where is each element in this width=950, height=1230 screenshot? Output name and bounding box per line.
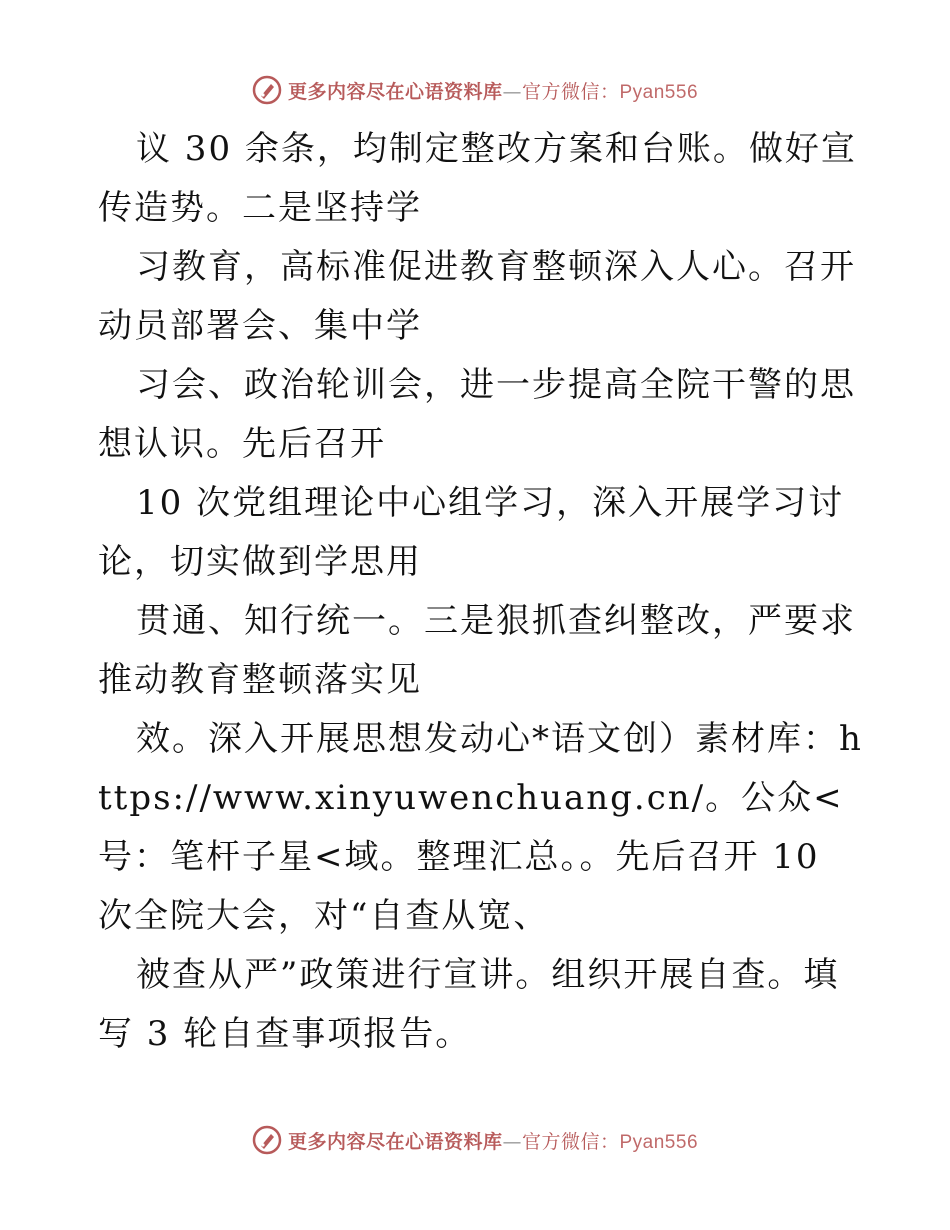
document-body [98,120,868,1064]
paragraph: 10 次党组理论中心组学习，深入开展学习讨论，切实做到学思用 [98,483,845,582]
watermark-wechat-id: Pyan556 [619,81,699,103]
watermark-text [288,1127,698,1154]
watermark-dash: — [502,1130,522,1153]
watermark-brand: 更多内容尽在心语资料库 [287,1130,503,1153]
watermark-brand: 更多内容尽在心语资料库 [287,80,503,103]
header-watermark [0,70,950,110]
footer-watermark [0,1120,950,1160]
paragraph: 被查从严”政策进行宣讲。组织开展自查。填写 3 轮自查事项报告。 [98,955,840,1054]
pen-logo-icon [252,1125,282,1155]
paragraph: 议 30 余条，均制定整改方案和台账。做好宣传造势。二是坚持学 [98,129,857,228]
watermark-text [288,77,698,104]
watermark-wechat-id: Pyan556 [619,1131,699,1153]
paragraph: 效。深入开展思想发动心*语文创）素材库：https://www.xinyuwenchuang.cn/。公众<号：笔杆子星<域。整理汇总。。先后召开 10 次全院大会，对“自查从宽、 [98,719,863,936]
paragraph: 贯通、知行统一。三是狠抓查纠整改，严要求推动教育整顿落实见 [98,601,856,700]
watermark-wechat-label: 官方微信： [521,1130,620,1153]
watermark-dash: — [502,80,522,103]
pen-logo-icon [252,75,282,105]
paragraph: 习教育，高标准促进教育整顿深入人心。召开动员部署会、集中学 [98,247,856,346]
watermark-wechat-label: 官方微信： [521,80,620,103]
paragraph: 习会、政治轮训会，进一步提高全院干警的思想认识。先后召开 [98,365,856,464]
